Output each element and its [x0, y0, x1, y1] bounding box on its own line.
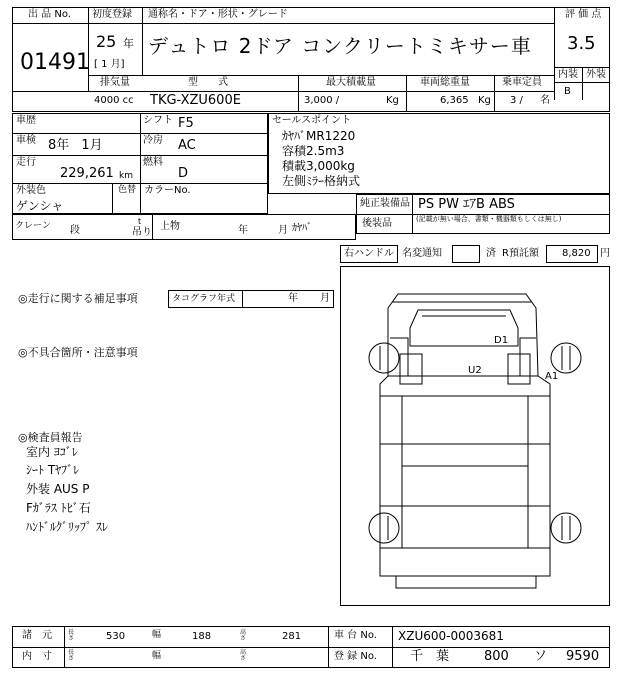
exterior-label: 外装: [586, 69, 606, 80]
sales-point-2: 容積2.5m3: [282, 144, 345, 158]
sales-point-4: 左側ﾐﾗｰ格納式: [282, 174, 361, 188]
chassis-label: 車 台 No.: [334, 630, 377, 641]
truck-top-view-diagram: [340, 266, 610, 606]
upper-body-label: 上物: [160, 221, 180, 232]
name-change-box: [452, 245, 480, 263]
inspector-line-2: ｼｰﾄ Tﾔﾌﾞﾚ: [26, 463, 80, 477]
history-label: 車歴: [16, 115, 36, 126]
displacement-label: 排気量: [100, 77, 130, 88]
color-code-label: カラーNo.: [144, 185, 191, 196]
aftermarket-label: 後装品: [362, 218, 392, 229]
equipment-items: PS PW ｴｱB ABS: [418, 197, 515, 212]
sales-point-1: ｶﾔﾊﾞMR1220: [282, 129, 356, 143]
equipment-label: 純正装備品: [360, 198, 410, 209]
length-label: 長さ: [68, 629, 75, 642]
upper-body-maker: ｶﾔﾊﾞ: [292, 223, 312, 234]
capacity-unit: 名: [540, 95, 550, 106]
first-registration-year: 25: [96, 32, 117, 51]
inspection-value: 8年 1月: [48, 138, 103, 153]
damage-mark-d1: D1: [494, 335, 509, 346]
fuel-value: D: [178, 166, 189, 181]
registration-kana: ソ: [534, 649, 548, 664]
inspector-line-5: ﾊﾝﾄﾞﾙｸﾞﾘｯﾌﾟ ｽﾚ: [26, 520, 108, 534]
model-label: 型 式: [188, 77, 228, 88]
tacho-year: 年: [288, 293, 298, 304]
inspector-label: ◎検査員報告: [18, 431, 83, 444]
mileage-value: 229,261: [60, 166, 114, 181]
displacement-value: 4000 cc: [94, 95, 134, 106]
year-unit: 年: [123, 37, 134, 50]
shift-label: シフト: [143, 115, 173, 126]
lot-label: 出 品 No.: [28, 9, 71, 20]
height-label: 高さ: [240, 629, 247, 642]
fuel-label: 燃料: [143, 157, 163, 168]
inner-width-label: 幅: [152, 651, 162, 661]
grade-score: 3.5: [567, 33, 596, 54]
lot-number: 01491: [20, 50, 90, 75]
crane-label: クレーン: [15, 221, 51, 231]
tacho-month: 月: [320, 293, 330, 304]
shift-value: F5: [178, 116, 194, 131]
interior-label: 内装: [558, 69, 578, 80]
registration-label: 登 録 No.: [334, 651, 377, 662]
ac-label: 冷房: [143, 135, 163, 146]
registration-number: 9590: [566, 649, 600, 664]
gross-weight-value: 6,365: [440, 95, 469, 106]
inspection-label: 車検: [16, 135, 36, 146]
recycle-unit: 円: [600, 248, 610, 259]
max-load-unit: Kg: [386, 95, 399, 106]
dimensions-label: 諸 元: [22, 630, 52, 641]
driving-notes-label: ◎走行に関する補足事項: [18, 292, 138, 305]
recycle-label: R預託額: [502, 248, 539, 259]
mileage-unit: km: [119, 171, 133, 181]
car-name-label: 通称名・ドア・形状・グレード: [148, 9, 288, 20]
inspector-line-3: 外装 AUS P: [26, 482, 90, 496]
inner-dimensions-label: 内 寸: [22, 651, 52, 662]
first-registration-month: [ 1 月]: [94, 59, 125, 70]
inner-length-label: 長さ: [68, 649, 75, 662]
damage-mark-u2: U2: [468, 365, 482, 376]
max-load-value: 3,000 /: [304, 95, 340, 106]
ext-color-value: ゲンシャ: [16, 199, 64, 213]
capacity-value: 3 /: [510, 95, 523, 106]
interior-grade: B: [564, 86, 571, 97]
sales-point-3: 積載3,000kg: [282, 159, 355, 173]
tacho-label: タコグラフ年式: [172, 294, 236, 304]
rhd-label: 右ハンドル: [344, 248, 394, 259]
name-change-label: 名変通知: [402, 248, 442, 259]
first-registration-label: 初度登録: [92, 9, 132, 20]
model-value: TKG-XZU600E: [150, 93, 241, 108]
height-value: 281: [282, 631, 302, 642]
ext-color-label: 外装色: [16, 185, 46, 196]
gross-weight-unit: Kg: [478, 95, 491, 106]
car-name: デュトロ 2ドア コンクリートミキサー車: [148, 34, 532, 58]
inspector-line-1: 室内 ﾖｺﾞﾚ: [26, 445, 78, 459]
aftermarket-note: (記載が無い場合、書類・機器類もしくは無し): [416, 215, 562, 223]
width-label: 幅: [152, 630, 162, 640]
damage-mark-a1: A1: [545, 371, 559, 382]
crane-ton: t: [138, 217, 142, 226]
mileage-label: 走行: [16, 157, 36, 168]
grade-label: 評 価 点: [565, 9, 602, 20]
upper-body-month: 月: [278, 225, 288, 236]
defects-label: ◎不具合箇所・注意事項: [18, 346, 138, 359]
capacity-label: 乗車定員: [502, 77, 542, 88]
ac-value: AC: [178, 138, 196, 153]
inner-height-label: 高さ: [240, 649, 247, 662]
registration-class: 800: [484, 649, 509, 664]
recycle-amount: 8,820: [562, 248, 591, 259]
length-value: 530: [106, 631, 126, 642]
chassis-number: XZU600-0003681: [398, 629, 504, 643]
crane-stage: 段: [70, 225, 80, 236]
sales-points-label: セールスポイント: [272, 115, 352, 126]
color-change-label: 色替: [118, 185, 137, 195]
recycle-prefix: 済: [486, 248, 496, 259]
crane-hoist: 吊り: [132, 227, 152, 238]
max-load-label: 最大積載量: [326, 77, 376, 88]
registration-region: 千 葉: [410, 649, 450, 664]
upper-body-year: 年: [238, 225, 248, 236]
inspector-line-4: Fｶﾞﾗｽ ﾄﾋﾞ石: [26, 501, 91, 515]
gross-weight-label: 車両総重量: [420, 77, 470, 88]
width-value: 188: [192, 631, 212, 642]
